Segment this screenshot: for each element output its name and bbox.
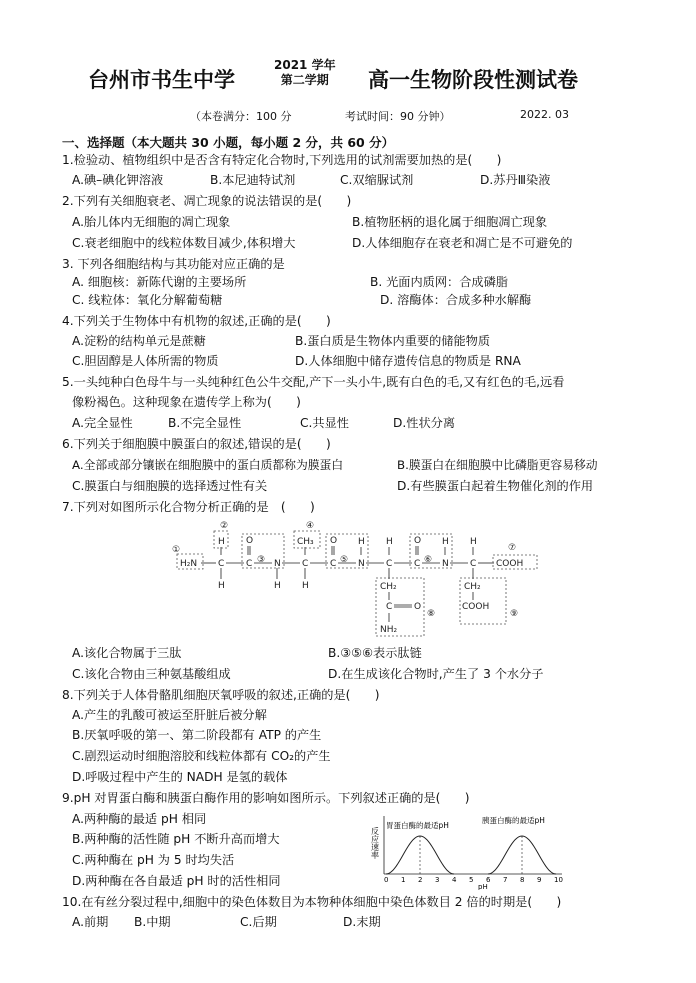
x-tick-label: 8	[520, 876, 525, 884]
section-title: 一、选择题（本大题共 30 小题，每小题 2 分，共 60 分）	[62, 135, 395, 150]
atom-h: H	[218, 581, 225, 591]
option: B.植物胚柄的退化属于细胞凋亡现象	[352, 215, 548, 229]
exam-date: 2022. 03	[520, 108, 569, 121]
option: C.剧烈运动时细胞溶胶和线粒体都有 CO₂的产生	[72, 749, 331, 763]
option: A.该化合物属于三肽	[72, 646, 182, 660]
atom-c: C	[218, 559, 225, 569]
term-block	[274, 58, 336, 88]
question-stem: 3. 下列各细胞结构与其功能对应正确的是	[62, 257, 285, 271]
question-stem: 10.在有丝分裂过程中,细胞中的染色体数目为本物种体细胞中染色体数目 2 倍的时期是( )	[62, 895, 562, 909]
x-tick-label: 1	[401, 876, 406, 884]
school-name: 台州市书生中学	[88, 67, 235, 92]
marker-9: ⑨	[510, 609, 519, 619]
atom-o: O	[246, 536, 254, 546]
option: C.后期	[240, 915, 277, 929]
marker-6: ⑥	[424, 555, 433, 565]
option: A.碘–碘化钾溶液	[72, 173, 164, 187]
marker-7: ⑦	[508, 543, 517, 553]
option: D.有些膜蛋白起着生物催化剂的作用	[397, 479, 594, 493]
option: B.两种酶的活性随 pH 不断升高而增大	[72, 832, 280, 846]
carboxyl-group: COOH	[462, 602, 490, 612]
option: B.中期	[134, 915, 171, 929]
option: C.共显性	[300, 416, 349, 430]
option: B.③⑤⑥表示肽链	[328, 646, 422, 660]
option: A.全部或部分镶嵌在细胞膜中的蛋白质都称为膜蛋白	[72, 458, 344, 472]
atom-h: H	[442, 537, 449, 547]
atom-h: H	[470, 537, 477, 547]
option: A. 细胞核：新陈代谢的主要场所	[72, 275, 247, 289]
x-tick-label: 4	[452, 876, 457, 884]
title-row	[0, 58, 696, 102]
option: D.人体细胞中储存遗传信息的物质是 RNA	[295, 354, 521, 368]
methyl-group: CH₃	[297, 537, 314, 547]
option: C.两种酶在 pH 为 5 时均失活	[72, 853, 235, 867]
x-axis-label: pH	[478, 883, 488, 890]
x-tick-label: 5	[469, 876, 474, 884]
atom-h: H	[386, 537, 393, 547]
exam-time: 考试时间：90 分钟）	[345, 110, 451, 123]
x-tick-label: 7	[503, 876, 508, 884]
option: D.呼吸过程中产生的 NADH 是氢的载体	[72, 770, 288, 784]
trypsin-label: 胰蛋白酶的最适pH	[482, 816, 545, 825]
option: D.人体细胞存在衰老和凋亡是不可避免的	[352, 236, 573, 250]
atom-n: N	[358, 559, 365, 569]
atom-n: N	[442, 559, 449, 569]
option: A.淀粉的结构单元是蔗糖	[72, 334, 206, 348]
atom-h: H	[274, 581, 281, 591]
option: B.蛋白质是生物体内重要的储能物质	[295, 334, 491, 348]
ch2-group: CH₂	[464, 582, 481, 592]
option: A.两种酶的最适 pH 相同	[72, 812, 207, 826]
option: A.完全显性	[72, 416, 133, 430]
atom-c: C	[302, 559, 309, 569]
ch2-group: CH₂	[380, 582, 397, 592]
carboxyl-group: COOH	[496, 559, 524, 569]
option: D.苏丹Ⅲ染液	[480, 173, 551, 187]
option: B. 光面内质网：合成磷脂	[370, 275, 508, 289]
question-stem: 9.pH 对胃蛋白酶和胰蛋白酶作用的影响如图所示。下列叙述正确的是( )	[62, 791, 470, 805]
option: A.胎儿体内无细胞的凋亡现象	[72, 215, 231, 229]
atom-h: H	[358, 537, 365, 547]
option: D. 溶酶体：合成多种水解酶	[380, 293, 532, 307]
question-stem: 7.下列对如图所示化合物分析正确的是 ( )	[62, 500, 315, 514]
option: C.该化合物由三种氨基酸组成	[72, 667, 231, 681]
marker-4: ④	[306, 521, 315, 531]
question-stem: 8.下列关于人体骨骼肌细胞厌氧呼吸的叙述,正确的是( )	[62, 688, 380, 702]
option: B.膜蛋白在细胞膜中比磷脂更容易移动	[397, 458, 598, 472]
pepsin-label: 胃蛋白酶的最适pH	[386, 821, 449, 830]
option: D.性状分离	[393, 416, 456, 430]
x-tick-label: 0	[384, 876, 389, 884]
atom-c: C	[386, 559, 393, 569]
option: C.胆固醇是人体所需的物质	[72, 354, 219, 368]
x-tick-label: 3	[435, 876, 440, 884]
marker-5: ⑤	[340, 555, 349, 565]
question-stem: 1.检验动、植物组织中是否含有特定化合物时,下列选用的试剂需要加热的是( )	[62, 153, 502, 167]
x-tick-label: 10	[554, 876, 563, 884]
marker-1: ①	[172, 545, 181, 555]
option: A.产生的乳酸可被运至肝脏后被分解	[72, 708, 267, 722]
atom-c: C	[470, 559, 477, 569]
marker-8: ⑧	[427, 609, 436, 619]
atom-n: N	[274, 559, 281, 569]
option: D.末期	[343, 915, 381, 929]
option: C.双缩脲试剂	[340, 173, 414, 187]
option: C.衰老细胞中的线粒体数目减少,体积增大	[72, 236, 296, 250]
y-axis-label: 反应速率	[371, 827, 379, 860]
x-tick-label: 6	[486, 876, 491, 884]
question-stem: 6.下列关于细胞膜中膜蛋白的叙述,错误的是( )	[62, 437, 331, 451]
term: 第二学期	[280, 73, 329, 87]
atom-h: H	[218, 537, 225, 547]
option: B.厌氧呼吸的第一、第二阶段都有 ATP 的产生	[72, 728, 322, 742]
x-tick-labels	[384, 876, 563, 884]
marker-2: ②	[220, 521, 229, 531]
option: C.膜蛋白与细胞膜的选择透过性有关	[72, 479, 268, 493]
option: B.本尼迪特试剂	[210, 173, 296, 187]
exam-title: 高一生物阶段性测试卷	[368, 67, 578, 92]
atom-c: C	[330, 559, 337, 569]
marker-3: ③	[257, 555, 266, 565]
peptide-structure-figure	[170, 516, 540, 640]
atom-c: C	[414, 559, 421, 569]
x-tick-label: 2	[418, 876, 423, 884]
school-year: 2021 学年	[274, 58, 336, 72]
question-stem-continued: 像粉褐色。这种现象在遗传学上称为( )	[72, 395, 301, 409]
atom-h: H	[302, 581, 309, 591]
amino-group: H₂N	[180, 559, 198, 569]
full-score: （本卷满分：100 分	[190, 110, 292, 123]
option: D.两种酶在各自最适 pH 时的活性相同	[72, 874, 281, 888]
question-stem: 5.一头纯种白色母牛与一头纯种红色公牛交配,产下一头小牛,既有白色的毛,又有红色的毛,远看	[62, 375, 565, 389]
option: A.前期	[72, 915, 109, 929]
ph-enzyme-figure	[366, 812, 566, 890]
atom-c: C	[386, 602, 393, 612]
option: B.不完全显性	[168, 416, 242, 430]
question-stem: 2.下列有关细胞衰老、凋亡现象的说法错误的是( )	[62, 194, 352, 208]
atom-o: O	[414, 602, 422, 612]
option: C. 线粒体：氧化分解葡萄糖	[72, 293, 223, 307]
atom-c: C	[246, 559, 253, 569]
x-tick-label: 9	[537, 876, 542, 884]
atom-o: O	[414, 536, 422, 546]
option: D.在生成该化合物时,产生了 3 个水分子	[328, 667, 544, 681]
atom-o: O	[330, 536, 338, 546]
question-stem: 4.下列关于生物体中有机物的叙述,正确的是( )	[62, 314, 331, 328]
nh2-group: NH₂	[380, 625, 398, 635]
